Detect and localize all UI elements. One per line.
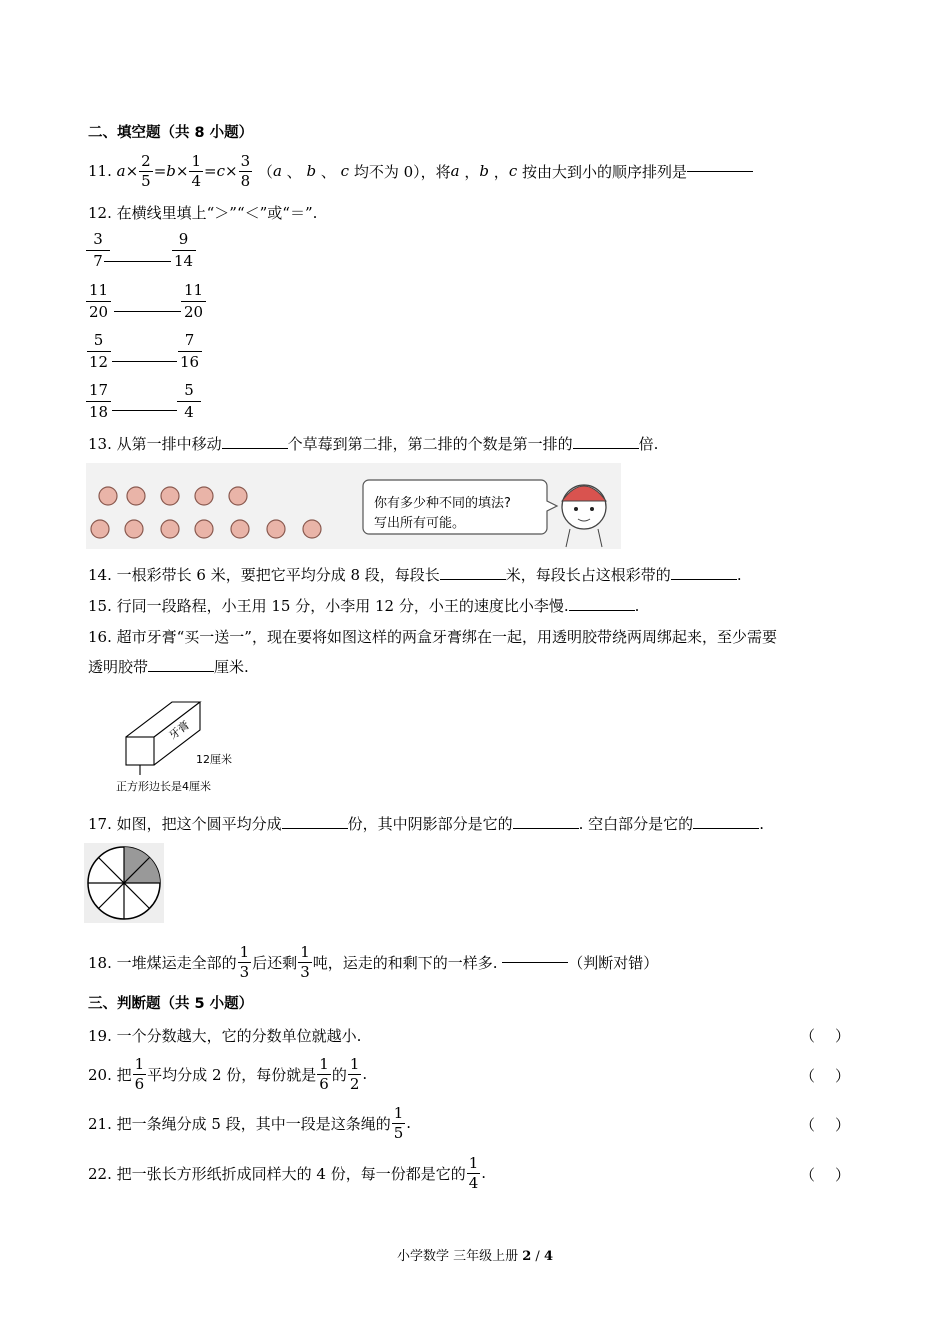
question-text: 13. 从第一排中移动 <box>88 435 222 453</box>
paren-close: ） <box>834 1067 850 1085</box>
bubble-text-line2: 写出所有可能。 <box>374 516 466 531</box>
fraction-right <box>177 383 201 420</box>
question-text: 21. 把一条绳分成 5 段，其中一段是这条绳的 <box>88 1114 391 1133</box>
question-16-line2 <box>88 656 249 677</box>
section-title-fill-blank: 二、填空题（共 8 小题） <box>88 125 254 141</box>
question-text: 按由大到小的顺序排列是 <box>522 162 688 181</box>
answer-blank[interactable] <box>569 609 635 611</box>
times-sign: × <box>175 162 189 180</box>
numerator: 3 <box>240 151 251 170</box>
comma: ， <box>493 162 509 181</box>
question-15 <box>88 595 639 616</box>
denominator: 5 <box>141 171 151 190</box>
answer-parens[interactable] <box>800 1164 850 1185</box>
answer-blank[interactable] <box>114 311 181 312</box>
denominator: 12 <box>89 353 109 371</box>
answer-parens[interactable] <box>800 1025 850 1046</box>
question-text: 22. 把一张长方形纸折成同样大的 4 份，每一份都是它的 <box>88 1164 466 1183</box>
paren-open: （ <box>800 1116 816 1134</box>
var-b: b <box>166 162 176 180</box>
denominator: 6 <box>134 1074 145 1093</box>
question-11 <box>88 150 753 192</box>
question-text: （判断对错） <box>568 953 659 972</box>
denominator: 4 <box>191 171 202 190</box>
fraction-right <box>177 333 202 370</box>
page-footer <box>0 1245 950 1264</box>
denominator: 5 <box>393 1123 404 1142</box>
page-number: 2 <box>522 1249 532 1264</box>
question-text: 平均分成 2 份，每份就是 <box>147 1065 317 1084</box>
numerator: 17 <box>86 383 111 402</box>
circle-figure <box>84 843 164 923</box>
separator: 、 <box>286 162 302 181</box>
question-text: 吨，运走的和剩下的一样多. <box>312 953 498 972</box>
numerator: 1 <box>468 1153 479 1172</box>
paren-open: （ <box>800 1027 816 1045</box>
fraction-right <box>181 283 206 320</box>
bubble-text-line1: 你有多少种不同的填法? <box>374 496 511 511</box>
question-text: . <box>759 815 764 833</box>
answer-blank[interactable] <box>112 410 177 411</box>
var-a: a <box>450 162 460 180</box>
paren-open: （ <box>257 162 273 181</box>
question-text: 倍. <box>638 435 659 453</box>
question-21 <box>88 1101 411 1145</box>
question-text: . <box>481 1164 487 1182</box>
question-text: . <box>736 566 742 584</box>
child-figure-icon <box>562 485 606 547</box>
numerator: 5 <box>177 383 201 402</box>
answer-parens[interactable] <box>800 1114 850 1135</box>
answer-blank[interactable] <box>440 578 506 580</box>
strawberry-icon <box>229 487 247 505</box>
numerator: 9 <box>172 232 196 251</box>
fraction-left <box>86 283 111 320</box>
footer-text: 小学数学 三年级上册 <box>396 1249 523 1264</box>
strawberry-icon <box>161 487 179 505</box>
toothpaste-box-figure <box>110 700 240 795</box>
var-b: b <box>479 162 490 180</box>
numerator: 7 <box>178 333 202 352</box>
answer-blank[interactable] <box>573 447 639 449</box>
answer-blank[interactable] <box>282 827 348 829</box>
question-text: 20. 把 <box>88 1065 132 1084</box>
fraction-left <box>86 383 111 420</box>
question-text: 后还剩 <box>252 953 298 972</box>
box-label: 牙膏 <box>166 718 192 743</box>
denominator: 7 <box>93 252 103 270</box>
var-c: c <box>340 162 350 180</box>
numerator: 3 <box>86 232 110 251</box>
comma: ， <box>464 162 480 181</box>
strawberry-icon <box>267 520 285 538</box>
separator: 、 <box>320 162 336 181</box>
answer-blank[interactable] <box>687 170 753 172</box>
numerator: 1 <box>191 151 202 170</box>
var-b: b <box>306 162 317 180</box>
answer-blank[interactable] <box>222 447 288 449</box>
fraction-left <box>86 232 110 269</box>
denominator: 3 <box>300 962 310 981</box>
strawberry-icon <box>91 520 109 538</box>
denominator: 4 <box>184 403 194 421</box>
answer-blank[interactable] <box>112 361 177 362</box>
strawberry-icon <box>231 520 249 538</box>
question-17 <box>88 813 764 834</box>
question-text: 米，每段长占这根彩带的 <box>505 566 671 584</box>
strawberry-icon <box>195 487 213 505</box>
numerator: 11 <box>181 283 206 302</box>
answer-blank[interactable] <box>104 261 171 262</box>
paren-close: ） <box>834 1116 850 1134</box>
box-front-face <box>126 737 154 765</box>
denominator: 20 <box>184 303 204 321</box>
numerator: 2 <box>141 151 151 170</box>
strawberry-svg <box>86 463 621 549</box>
question-text: . <box>634 597 640 615</box>
answer-blank[interactable] <box>502 961 568 963</box>
numerator: 1 <box>319 1054 329 1073</box>
length-label: 12厘米 <box>196 753 232 766</box>
question-14 <box>88 564 742 585</box>
fraction <box>189 151 203 190</box>
answer-blank[interactable] <box>671 578 737 580</box>
strawberry-icon <box>161 520 179 538</box>
question-19: 19. 一个分数越大，它的分数单位就越小. <box>88 1027 362 1045</box>
fraction <box>392 1103 406 1142</box>
numerator: 1 <box>393 1103 404 1122</box>
denominator: 14 <box>174 252 194 270</box>
denominator: 20 <box>89 303 109 321</box>
question-13 <box>88 433 658 454</box>
fraction <box>133 1054 147 1093</box>
numerator: 1 <box>300 942 310 961</box>
fraction <box>348 1054 362 1093</box>
strawberry-icon <box>127 487 145 505</box>
side-length-label: 正方形边长是4厘米 <box>116 780 211 793</box>
fraction-right <box>171 232 196 269</box>
denominator: 3 <box>239 962 250 981</box>
question-text: . <box>406 1114 412 1132</box>
numerator: 11 <box>86 283 111 302</box>
paren-open: （ <box>800 1166 816 1184</box>
section-title-true-false: 三、判断题（共 5 小题） <box>88 996 254 1012</box>
page-separator: / <box>531 1249 544 1264</box>
question-text: 份，其中阴影部分是它的 <box>347 815 513 833</box>
question-text: 厘米. <box>214 658 249 676</box>
question-text: . 空白部分是它的 <box>578 815 694 833</box>
denominator: 4 <box>468 1173 479 1192</box>
circle-svg <box>84 843 164 923</box>
question-text: 14. 一根彩带长 6 米，要把它平均分成 8 段，每段长 <box>88 566 440 584</box>
page-total: 4 <box>543 1249 553 1264</box>
fraction <box>239 151 253 190</box>
question-12: 12. 在横线里填上“＞”“＜”或“＝”. <box>88 204 318 222</box>
strawberry-illustration <box>86 463 621 549</box>
var-a: a <box>272 162 282 180</box>
var-c: c <box>216 162 226 180</box>
equals-sign: = <box>153 162 167 180</box>
question-text: 15. 行同一段路程，小王用 15 分，小李用 12 分，小王的速度比小李慢. <box>88 597 569 615</box>
question-20 <box>88 1052 367 1096</box>
denominator: 16 <box>180 353 200 371</box>
fraction <box>467 1153 481 1192</box>
var-c: c <box>508 162 518 180</box>
strawberry-icon <box>303 520 321 538</box>
strawberry-icon <box>195 520 213 538</box>
denominator: 18 <box>89 403 109 421</box>
numerator: 1 <box>134 1054 145 1073</box>
paren-open: （ <box>800 1067 816 1085</box>
fraction <box>317 1054 331 1093</box>
question-22 <box>88 1151 486 1195</box>
numerator: 1 <box>349 1054 360 1073</box>
question-text: . <box>362 1065 368 1083</box>
answer-blank[interactable] <box>513 827 579 829</box>
numerator: 1 <box>239 942 250 961</box>
question-text: 透明胶带 <box>88 658 149 676</box>
denominator: 2 <box>349 1074 360 1093</box>
fraction <box>298 942 312 981</box>
times-sign: × <box>125 162 139 180</box>
strawberry-icon <box>99 487 117 505</box>
equals-sign: = <box>204 162 217 180</box>
question-text: 的 <box>331 1065 347 1084</box>
answer-blank[interactable] <box>148 670 214 672</box>
answer-blank[interactable] <box>693 827 759 829</box>
question-16-line1: 16. 超市牙膏“买一送一”，现在要将如图这样的两盒牙膏绑在一起，用透明胶带绕两周绑起来，至少需要 <box>88 628 777 646</box>
denominator: 8 <box>240 171 251 190</box>
condition-text: 均不为 0），将 <box>353 162 451 181</box>
question-text: 18. 一堆煤运走全部的 <box>88 953 237 972</box>
question-text: 个草莓到第二排，第二排的个数是第一排的 <box>287 435 573 453</box>
var-a: a <box>116 162 126 180</box>
fraction-left <box>86 333 111 370</box>
times-sign: × <box>225 162 238 180</box>
denominator: 6 <box>319 1074 329 1093</box>
question-18 <box>88 940 658 984</box>
numerator: 5 <box>87 333 111 352</box>
fraction <box>238 942 252 981</box>
paren-close: ） <box>834 1166 850 1184</box>
paren-close: ） <box>834 1027 850 1045</box>
fraction <box>139 151 153 190</box>
question-number: 11. <box>88 162 112 180</box>
strawberry-icon <box>125 520 143 538</box>
question-text: 17. 如图，把这个圆平均分成 <box>88 815 282 833</box>
answer-parens[interactable] <box>800 1065 850 1086</box>
